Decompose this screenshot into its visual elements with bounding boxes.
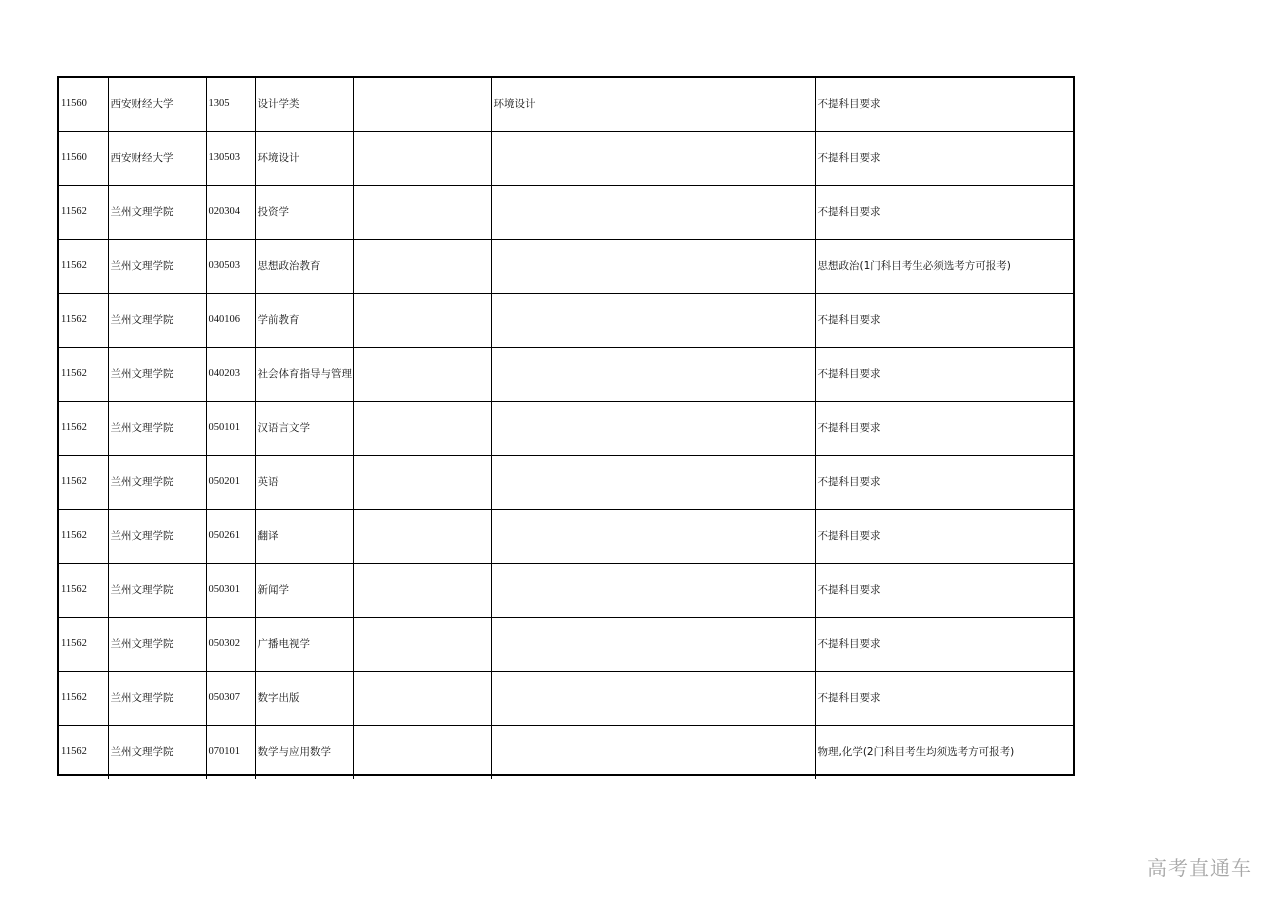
major-code-cell: 050261 — [206, 510, 255, 564]
included-majors-cell — [491, 672, 815, 726]
school-code-cell: 11562 — [59, 726, 108, 780]
table-body — [59, 78, 1073, 779]
included-majors-cell — [491, 618, 815, 672]
major-code-cell: 040203 — [206, 348, 255, 402]
table-row — [59, 186, 1073, 240]
major-code-cell: 050302 — [206, 618, 255, 672]
blank-cell — [353, 456, 491, 510]
blank-cell — [353, 402, 491, 456]
major-name-cell: 汉语言文学 — [255, 402, 353, 456]
school-code-cell: 11562 — [59, 186, 108, 240]
major-name-cell: 投资学 — [255, 186, 353, 240]
school-code-cell: 11562 — [59, 348, 108, 402]
table-row — [59, 456, 1073, 510]
school-name-cell: 兰州文理学院 — [108, 672, 206, 726]
table-row — [59, 402, 1073, 456]
included-majors-cell — [491, 348, 815, 402]
major-name-cell: 翻译 — [255, 510, 353, 564]
major-code-cell: 050301 — [206, 564, 255, 618]
included-majors-cell — [491, 186, 815, 240]
school-name-cell: 兰州文理学院 — [108, 618, 206, 672]
school-code-cell: 11562 — [59, 294, 108, 348]
blank-cell — [353, 78, 491, 132]
school-name-cell: 兰州文理学院 — [108, 402, 206, 456]
table-row — [59, 294, 1073, 348]
major-code-cell: 020304 — [206, 186, 255, 240]
included-majors-cell — [491, 402, 815, 456]
requirements-table — [59, 78, 1073, 779]
subject-requirement-cell: 不提科目要求 — [815, 294, 1073, 348]
school-code-cell: 11562 — [59, 564, 108, 618]
school-name-cell: 兰州文理学院 — [108, 186, 206, 240]
included-majors-cell — [491, 456, 815, 510]
major-name-cell: 新闻学 — [255, 564, 353, 618]
blank-cell — [353, 564, 491, 618]
blank-cell — [353, 672, 491, 726]
table-row — [59, 672, 1073, 726]
included-majors-cell: 环境设计 — [491, 78, 815, 132]
subject-requirement-cell: 不提科目要求 — [815, 564, 1073, 618]
school-name-cell: 兰州文理学院 — [108, 456, 206, 510]
subject-requirement-cell: 不提科目要求 — [815, 78, 1073, 132]
school-name-cell: 兰州文理学院 — [108, 726, 206, 780]
school-code-cell: 11562 — [59, 456, 108, 510]
watermark-text: 高考直通车 — [1147, 856, 1252, 880]
blank-cell — [353, 186, 491, 240]
major-name-cell: 广播电视学 — [255, 618, 353, 672]
subject-requirement-cell: 不提科目要求 — [815, 186, 1073, 240]
subject-requirement-cell: 思想政治(1门科目考生必须选考方可报考) — [815, 240, 1073, 294]
blank-cell — [353, 726, 491, 780]
major-name-cell: 环境设计 — [255, 132, 353, 186]
subject-requirement-cell: 不提科目要求 — [815, 132, 1073, 186]
included-majors-cell — [491, 240, 815, 294]
school-code-cell: 11560 — [59, 78, 108, 132]
major-code-cell: 130503 — [206, 132, 255, 186]
major-code-cell: 070101 — [206, 726, 255, 780]
requirements-table-frame — [57, 76, 1075, 776]
major-name-cell: 设计学类 — [255, 78, 353, 132]
subject-requirement-cell: 不提科目要求 — [815, 618, 1073, 672]
major-name-cell: 社会体育指导与管理 — [255, 348, 353, 402]
table-row — [59, 618, 1073, 672]
blank-cell — [353, 132, 491, 186]
subject-requirement-cell: 不提科目要求 — [815, 672, 1073, 726]
school-name-cell: 兰州文理学院 — [108, 564, 206, 618]
subject-requirement-cell: 不提科目要求 — [815, 510, 1073, 564]
school-code-cell: 11562 — [59, 618, 108, 672]
included-majors-cell — [491, 564, 815, 618]
included-majors-cell — [491, 510, 815, 564]
major-code-cell: 1305 — [206, 78, 255, 132]
school-code-cell: 11562 — [59, 240, 108, 294]
school-name-cell: 兰州文理学院 — [108, 240, 206, 294]
blank-cell — [353, 294, 491, 348]
major-name-cell: 数字出版 — [255, 672, 353, 726]
school-code-cell: 11560 — [59, 132, 108, 186]
school-code-cell: 11562 — [59, 672, 108, 726]
major-code-cell: 050307 — [206, 672, 255, 726]
school-code-cell: 11562 — [59, 510, 108, 564]
table-row — [59, 78, 1073, 132]
school-name-cell: 兰州文理学院 — [108, 348, 206, 402]
major-code-cell: 040106 — [206, 294, 255, 348]
table-row — [59, 564, 1073, 618]
subject-requirement-cell: 物理,化学(2门科目考生均须选考方可报考) — [815, 726, 1073, 780]
blank-cell — [353, 348, 491, 402]
blank-cell — [353, 510, 491, 564]
major-code-cell: 050101 — [206, 402, 255, 456]
school-name-cell: 兰州文理学院 — [108, 510, 206, 564]
major-name-cell: 英语 — [255, 456, 353, 510]
table-row — [59, 726, 1073, 780]
table-row — [59, 240, 1073, 294]
school-name-cell: 兰州文理学院 — [108, 294, 206, 348]
school-code-cell: 11562 — [59, 402, 108, 456]
table-row — [59, 510, 1073, 564]
major-name-cell: 数学与应用数学 — [255, 726, 353, 780]
school-name-cell: 西安财经大学 — [108, 78, 206, 132]
major-code-cell: 030503 — [206, 240, 255, 294]
major-name-cell: 学前教育 — [255, 294, 353, 348]
major-code-cell: 050201 — [206, 456, 255, 510]
school-name-cell: 西安财经大学 — [108, 132, 206, 186]
table-row — [59, 348, 1073, 402]
blank-cell — [353, 618, 491, 672]
table-row — [59, 132, 1073, 186]
included-majors-cell — [491, 294, 815, 348]
blank-cell — [353, 240, 491, 294]
subject-requirement-cell: 不提科目要求 — [815, 456, 1073, 510]
subject-requirement-cell: 不提科目要求 — [815, 402, 1073, 456]
subject-requirement-cell: 不提科目要求 — [815, 348, 1073, 402]
included-majors-cell — [491, 726, 815, 780]
major-name-cell: 思想政治教育 — [255, 240, 353, 294]
included-majors-cell — [491, 132, 815, 186]
